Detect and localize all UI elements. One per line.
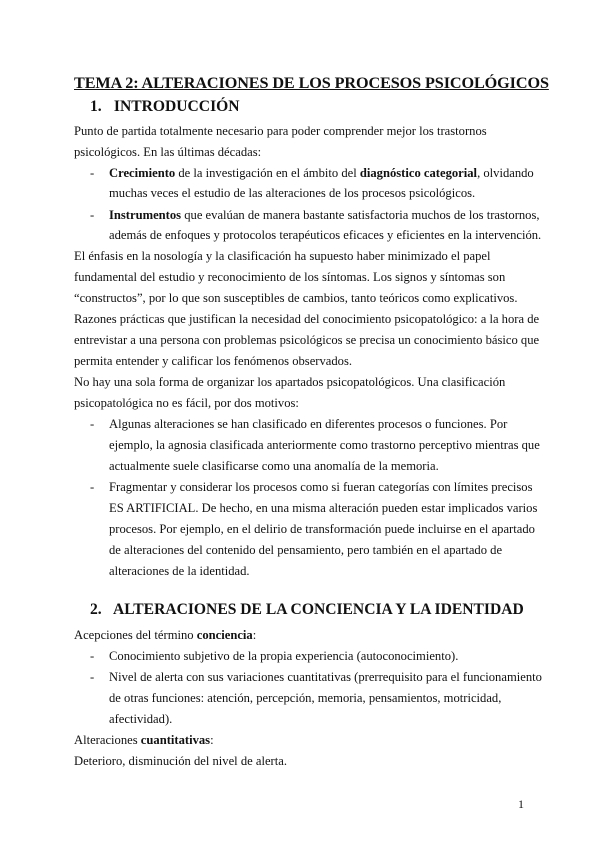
bold-term: Instrumentos [109,208,182,222]
para2-line-2: fundamental del estudio y reconocimiento de los síntomas. Los signos y síntomas son [74,270,506,284]
para3-line-2: entrevistar a una persona con problemas psicológicos se precisa un conocimiento básico que [74,333,540,347]
bullet-text: de la investigación en el ámbito del [175,166,360,180]
bullet-instrumentos [109,207,540,223]
bullet-dash: - [90,208,95,222]
bullet-dash: - [90,417,95,431]
para2-line-3: “constructos”, por lo que son susceptibles de cambios, tanto teóricos como explicativos. [74,291,518,305]
intro-line-2: psicológicos. En las últimas décadas: [74,145,262,159]
bullet-agnosia-line-3: actualmente suele clasificarse como una anomalía de la memoria. [109,459,439,473]
bullet-fragmentar-line-2: ES ARTIFICIAL. De hecho, en una misma alteración pueden estar implicados varios [109,501,538,515]
bullet-text: que evalúan de manera bastante satisfactoria muchos de los trastornos, [181,208,540,222]
bullet-dash: - [90,670,95,684]
deterioro-line: Deterioro, disminución del nivel de alerta. [74,754,287,768]
para4-line-2: psicopatológica no es fácil, por dos motivos: [74,396,299,410]
section-2-number: 2. [90,601,102,618]
bullet-alerta-line-1: Nivel de alerta con sus variaciones cuantitativas (prerrequisito para el funcionamiento [109,670,542,684]
bullet-fragmentar-line-5: alteraciones de la identidad. [109,564,250,578]
bullet-fragmentar-line-4: de alteraciones del contenido del pensamiento, pero también en el apartado de [109,543,503,557]
bold-term: cuantitativas [140,733,211,747]
section-1-heading [90,98,240,116]
bold-term: conciencia [196,628,253,642]
bullet-alerta-line-3: afectividad). [109,712,173,726]
bullet-instrumentos-line-2: además de enfoques y protocolos terapéuticos eficaces y eficientes en la intervención. [109,228,542,242]
bullet-conocimiento: Conocimiento subjetivo de la propia experiencia (autoconocimiento). [109,649,459,663]
acepciones-colon: : [252,628,257,642]
page-number: 1 [518,797,524,811]
para4-line-1: No hay una sola forma de organizar los apartados psicopatológicos. Una clasificación [74,375,506,389]
bullet-crecimiento [109,165,534,181]
alteraciones-line [74,732,214,748]
bullet-dash: - [90,649,95,663]
alteraciones-colon: : [210,733,214,747]
bold-term: Crecimiento [109,166,176,180]
bold-term: diagnóstico categorial [359,166,478,180]
bullet-crecimiento-line-2: muchas veces el estudio de las alteraciones de los procesos psicológicos. [109,186,476,200]
bullet-fragmentar-line-3: procesos. Por ejemplo, en el delirio de transformación puede incluirse en el apartado [109,522,535,536]
acepciones-text: Acepciones del término [74,628,197,642]
bullet-dash: - [90,480,95,494]
alteraciones-text: Alteraciones [74,733,141,747]
bullet-agnosia-line-2: ejemplo, la agnosia clasificada anteriormente como trastorno perceptivo mientras que [109,438,540,452]
section-1-title: INTRODUCCIÓN [113,98,240,115]
section-2-title: ALTERACIONES DE LA CONCIENCIA Y LA IDENTIDAD [113,601,524,618]
document-title: TEMA 2: ALTERACIONES DE LOS PROCESOS PSICOLÓGICOS [74,74,549,92]
para3-line-1: Razones prácticas que justifican la necesidad del conocimiento psicopatológico: a la hora de [74,312,540,326]
acepciones-line [74,627,256,643]
bullet-agnosia-line-1: Algunas alteraciones se han clasificado en diferentes procesos o funciones. Por [109,417,508,431]
bullet-dash: - [90,166,95,180]
bullet-alerta-line-2: de otras funciones: atención, percepción, memoria, pensamientos, motricidad, [109,691,502,705]
bullet-fragmentar-line-1: Fragmentar y considerar los procesos como si fueran categorías con límites precisos [109,480,533,494]
bullet-text: , olvidando [477,166,534,180]
para2-line-1: El énfasis en la nosología y la clasificación ha supuesto haber minimizado el papel [74,249,491,263]
section-2-heading [90,601,524,619]
intro-line-1: Punto de partida totalmente necesario para poder comprender mejor los trastornos [74,124,487,138]
section-1-number: 1. [90,98,102,115]
para3-line-3: permita entender y calificar los fenómenos observados. [74,354,353,368]
